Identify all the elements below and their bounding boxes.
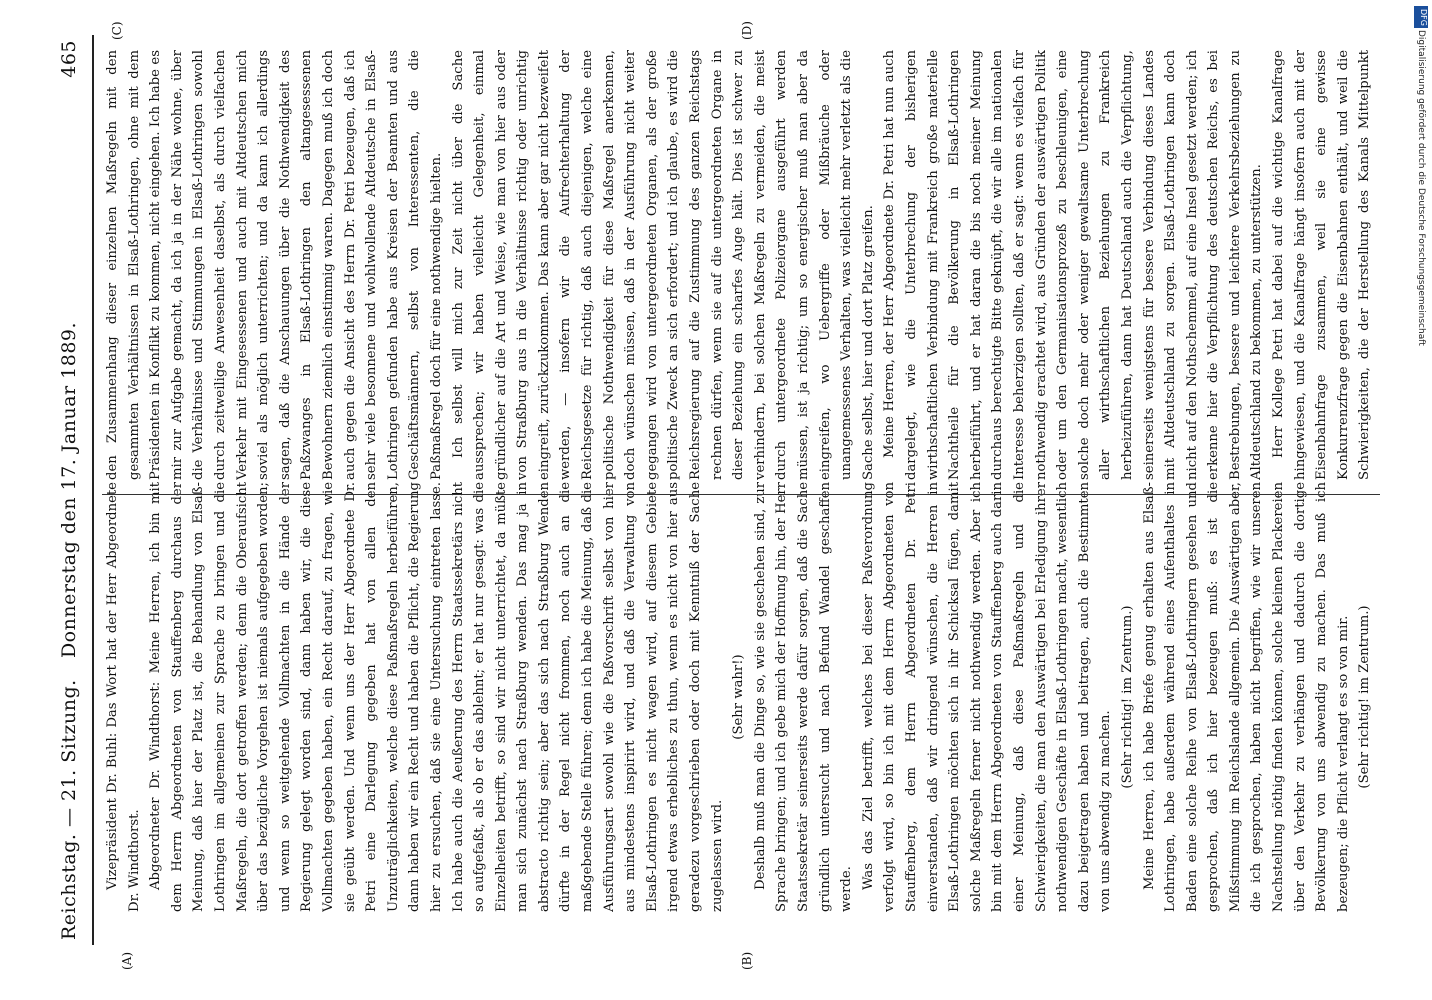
column-divider xyxy=(102,494,1380,495)
margin-marker-b: (B) xyxy=(740,951,754,970)
paragraph: Herr Kollege Petri hat dabei auf die wichtige Kanalfrage hingewiesen, und die Kanalfrage hängt insofern auch mit der Eisenbahnfrage zusammen, weil sie eine gewisse Konkurrenzfrage gegen die Eisenbahnen enthält, und weil die Schwierigkeiten, die der Herstellung des Kanals Mittelpunkt xyxy=(1271,50,1373,480)
digitization-credit: Digitalisierung gefördert durch die Deutsche Forschungsgemeinschaft xyxy=(1416,30,1426,346)
paragraph: Deshalb muß man die Dinge so, wie sie geschehen sind, zur Sprache bringen; und ich gebe mich der Hoffnung hin, der Herr Staatssekretär seinerseits werde dafür sorgen, daß die Sache gründlich untersucht und nach Befund Wandel geschaffen werde. xyxy=(752,482,855,912)
margin-marker-d: (D) xyxy=(740,21,754,40)
interjection: (Sehr richtig! im Zentrum.) xyxy=(1357,605,1373,789)
margin-marker-c: (C) xyxy=(110,21,124,40)
paragraph: Vizepräsident Dr. Buhl: Das Wort hat der Herr Abgeordnete Dr. Windthorst. xyxy=(105,482,142,912)
header-rule xyxy=(92,35,94,945)
paragraph xyxy=(1376,482,1380,912)
interjection: (Sehr richtig! im Zentrum.) xyxy=(1119,605,1135,789)
paragraph: Was das Ziel betrifft, welches bei dieser Paßverordnung verfolgt wird, so bin ich mit dem Herrn Abgeordneten von Stauffenberg, dem Herrn Abgeordneten Dr. Petri einverstanden, daß wir dringend wünschen, die Herren in Elsaß-Lothringen möchten sich in ihr Schicksal fügen, damit solche Maßregeln ferner nicht nothwendig werden. Aber ich bin mit dem Herrn Abgeordneten von Stauffenberg auch darin einer Meinung, daß diese Paßmaßregeln und die Schwierigkeiten, die man den Auswärtigen bei Erledigung ihrer nothwendigen Geschäfte in Elsaß-Lothringen macht, wesentlich dazu beigetragen haben und beitragen, auch die Bestimmten von uns abwendig zu machen. xyxy=(860,482,1114,912)
header-session: Reichstag. — 21. Sitzung. xyxy=(58,679,80,940)
paragraph: Ich selbst will mich zur Zeit nicht über die Sache aussprechen; wir haben vielleicht Gelegenheit, einmal gründlicher auf die Art und Weise, wie man von hier aus oder von Straßburg aus in die Verhältnisse richtig oder unrichtig eingreift, zurückzukommen. Das kann aber gar nicht bezweifelt werden, — insofern wir die Aufrechterhaltung der Reichsgesetze für richtig, daß auch diejenigen, welche eine politische Nothwendigkeit für diese Maßregel anerkennen, doch wünschen müssen, daß in der Ausführung nicht weiter gegangen wird von untergeordneten Organen, als der große politische Zweck an sich erfordert; und ich glaube, es wird die Reichsregierung auf die Zustimmung des ganzen Reichstags rechnen dürfen, wenn sie auf die untergeordneten Organe in dieser Beziehung ein scharfes Auge hält. Dies ist schwer zu verhindern, bei solchen Maßregeln zu vermeiden, die meist durch untergeordnete Polizeiorgane ausgeführt werden müssen, ist ja richtig; um so energischer muß man aber da eingreifen, wo Uebergriffe oder Mißbräuche oder unangemessenes Verhalten, was vielleicht mehr verletzt als die Sache selbst, hier und dort Platz greifen. xyxy=(450,50,876,480)
page-header xyxy=(58,40,88,940)
header-date: Donnerstag den 17. Januar 1889. xyxy=(58,321,80,659)
paragraph: den Zusammenhang dieser einzelnen Maßregeln mit den gesammten Verhältnissen in Elsaß-Lothringen, ohne mit dem Präsidenten in Konflikt zu kommen, nicht eingehen. Ich habe es mir zur Aufgabe gemacht, da ich ja in der Nähe wohne, über die Verhältnisse und Stimmungen in Elsaß-Lothringen sowohl durch zeitweilige Anwesenheit daselbst, als durch vielfachen Verkehr mit Eingesessenen und auch mit Altdeutschen mich soviel als möglich unterrichten; und da kann ich allerdings sagen, daß die Anschauungen über die Nothwendigkeit des Paßzwanges in Elsaß-Lothringen den altangesessenen Bewohnern ziemlich einstimmig waren. Dagegen muß ich doch auch gegen die Ansicht des Herrn Dr. Petri bezeugen, daß ich sehr viele besonnene und wohlwollende Altdeutsche in Elsaß-Lothringen gefunden habe aus Kreisen der Beamten und aus Geschäftsmännern, selbst von Interessenten, die die Paßmaßregel doch für eine nothwendige hielten. xyxy=(105,50,444,480)
right-column xyxy=(102,50,1380,480)
left-column xyxy=(102,482,1380,912)
dfg-logo: DFG xyxy=(1414,6,1428,28)
paragraph: Meine Herren, ich habe Briefe genug erhalten aus Elsaß-Lothringen, habe außerdem während eines Aufenthaltes in Baden eine solche Reihe von Elsaß-Lothringern gesehen und gesprochen, daß ich hier bezeugen muß: es ist die Mißstimmung im Reichslande allgemein. Die Auswärtigen aber, die ich gesprochen, haben nicht begriffen, wie wir unseren Nachstellung nöthig finden können, solche kleinen Plackereien über den Verkehr zu verhängen und dadurch die dortige Bevölkerung von uns abwendig zu machen. Das muß ich bezeugen; die Pflicht verlangt es so von mir. xyxy=(1141,482,1351,912)
page-number: 465 xyxy=(58,40,80,78)
interjection: (Sehr wahr!) xyxy=(731,654,747,740)
paragraph: Meine Herren, der Herr Abgeordnete Dr. Petri hat nun auch dargelegt, wie die Unterbrechung der bisherigen wirthschaftlichen Verbindung mit Frankreich große materielle Nachtheile für die Bevölkerung in Elsaß-Lothringen herbeiführt, und er hat daran die bis noch meiner Meinung durchaus berechtigte Bitte geknüpft, die wir alle im nationalen Interesse beherzigen sollten, daß er sagt: wenn es vielfach für nothwendig erachtet wird, aus Gründen der auswärtigen Politik oder um den Germanisationsprozeß zu beschleunigen, eine solche doch mehr oder weniger gewaltsame Unterbrechung aller wirthschaftlichen Beziehungen zu Frankreich herbeizuführen, dann hat Deutschland auch die Verpflichtung, seinerseits wenigstens für bessere Verbindung dieses Landes mit Altdeutschland zu sorgen. Elsaß-Lothringen kann doch nicht auf den Nothschemmel, auf eine Insel gesetzt werden; ich erkenne hier die Verpflichtung des deutschen Reichs, es bei Bestrebungen, bessere und leichtere Verkehrsbeziehungen zu Altdeutschland zu bekommen, zu unterstützen. xyxy=(882,50,1265,480)
paragraph: Abgeordneter Dr. Windthorst: Meine Herren, ich bin mit dem Herrn Abgeordneten von Stauffenberg durchaus der Meinung, daß hier der Platz ist, die Behandlung von Elsaß-Lothringen im allgemeinen zur Sprache zu bringen und die Maßregeln, die dort getroffen werden; denn die Oberaufsicht über das bezügliche Vorgehen ist niemals aufgegeben worden; und wenn so weitgehende Vollmachten in die Hände der Regierung gelegt worden sind, dann haben wir, die diese Vollmachten gegeben haben, ein Recht darauf, zu fragen, wie sie geübt werden. Und wenn uns der Herr Abgeordnete Dr. Petri eine Darlegung gegeben hat von allen den Unzuträglichkeiten, welche diese Paßmaßregeln herbeiführen, dann haben wir ein Recht und haben die Pflicht, die Regierung hier zu ersuchen, daß sie eine Untersuchung eintreten lasse. Ich habe auch die Aeußerung des Herrn Staatssekretärs nicht so aufgefaßt, als ob er das ablehnt; er hat nur gesagt: was die Einzelheiten betrifft, so sind wir nicht unterrichtet, da müßte man sich zunächst nach Straßburg wenden. Das mag ja in abstracto richtig sein; aber das sich nach Straßburg Wenden dürfte in der Regel nicht frommen, noch auch an die maßgebende Stelle führen; denn ich habe die Meinung, daß die Ausführungsart sowohl wie die Paßvorschrift selbst von hier aus mindestens inspirirt wird, und daß die Verwaltung von Elsaß-Lothringen es nicht wagen wird, auf diesem Gebiete irgend etwas erhebliches zu thun, wenn es nicht von hier aus geradezu vorgeschrieben oder doch mit Kenntniß der Sache zugelassen wird. xyxy=(148,482,725,912)
margin-marker-a: (A) xyxy=(120,951,134,970)
